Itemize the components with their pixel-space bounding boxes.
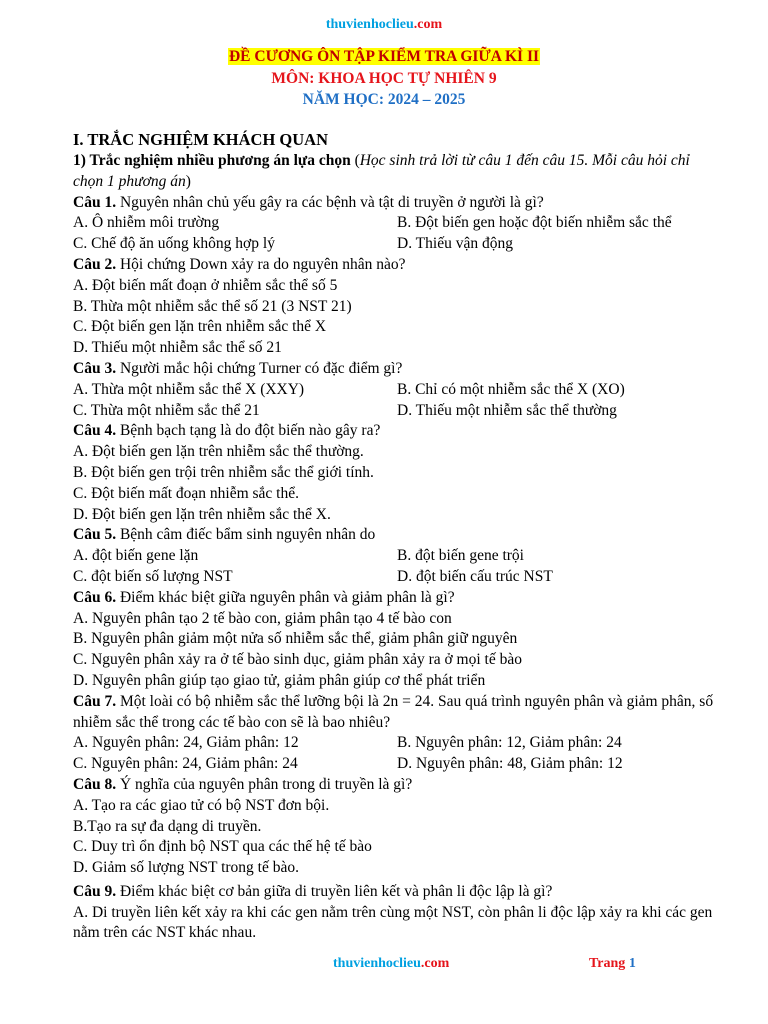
option-b: B.Tạo ra sự đa dạng di truyền. (73, 817, 262, 835)
option-c: C. Đột biến mất đoạn nhiễm sắc thể. (73, 484, 299, 502)
option-a: A. Nguyên phân tạo 2 tế bào con, giảm phân tạo 4 tế bào con (73, 609, 452, 627)
option-c: C. Nguyên phân xảy ra ở tế bào sinh dục, giảm phân xảy ra ở mọi tế bào (73, 651, 522, 669)
question-3: Câu 3. Người mắc hội chứng Turner có đặc điểm gì? (73, 359, 403, 377)
option-d: D. đột biến cấu trúc NST (397, 567, 553, 585)
option-d: D. Thiếu một nhiễm sắc thể thường (397, 401, 617, 419)
option-b: B. Nguyên phân: 12, Giảm phân: 24 (397, 734, 622, 752)
question-7-options-cd (73, 754, 723, 775)
option-c: C. Chế độ ăn uống không hợp lý (73, 235, 275, 253)
option-c: C. Đột biến gen lặn trên nhiễm sắc thể X (73, 318, 327, 336)
section-heading: I. TRẮC NGHIỆM KHÁCH QUAN (73, 130, 329, 149)
header-brand (0, 17, 768, 33)
option-c: C. Thừa một nhiễm sắc thể 21 (73, 401, 260, 419)
option-a: A. Thừa một nhiễm sắc thể X (XXY) (73, 380, 305, 398)
option-a: A. Tạo ra các giao tử có bộ NST đơn bội. (73, 796, 330, 814)
document-title (0, 46, 768, 111)
option-a: A. Ô nhiễm môi trường (73, 214, 220, 232)
option-b: B. Đột biến gen trội trên nhiễm sắc thể giới tính. (73, 463, 374, 481)
title-line-2: MÔN: KHOA HỌC TỰ NHIÊN 9 (271, 69, 497, 87)
option-d: D. Thiếu vận động (397, 235, 513, 253)
title-line-3: NĂM HỌC: 2024 – 2025 (302, 91, 466, 108)
question-9: Câu 9. Điểm khác biệt cơ bản giữa di truyền liên kết và phân li độc lập là gì? (73, 882, 553, 900)
brand-domain: .com (413, 17, 443, 32)
option-a: A. Di truyền liên kết xảy ra khi các gen nằm trên cùng một NST, còn phân li độc lập xảy ra khi các gen nằm trên các NST khác nhau. (73, 903, 713, 942)
question-7-options-ab (73, 733, 723, 754)
question-5: Câu 5. Bệnh câm điếc bẩm sinh nguyên nhân do (73, 526, 376, 544)
option-c: C. Duy trì ổn định bộ NST qua các thế hệ tế bào (73, 838, 372, 856)
question-6: Câu 6. Điểm khác biệt giữa nguyên phân và giảm phân là gì? (73, 588, 455, 606)
option-b: B. Thừa một nhiễm sắc thể số 21 (3 NST 21) (73, 297, 352, 315)
brand-name: thuvienhoclieu (325, 17, 414, 32)
option-b: B. đột biến gene trội (397, 547, 524, 565)
option-d: D. Thiếu một nhiễm sắc thể số 21 (73, 339, 282, 357)
question-2: Câu 2. Hội chứng Down xảy ra do nguyên nhân nào? (73, 255, 406, 273)
option-a: A. Nguyên phân: 24, Giảm phân: 12 (73, 734, 299, 752)
option-a: A. Đột biến gen lặn trên nhiễm sắc thể thường. (73, 443, 364, 461)
option-a: A. đột biến gene lặn (73, 547, 199, 565)
option-d: D. Nguyên phân: 48, Giảm phân: 12 (397, 755, 623, 773)
option-d: D. Nguyên phân giúp tạo giao tử, giảm phân giúp cơ thể phát triển (73, 671, 486, 689)
question-1-options-cd (73, 234, 723, 255)
option-b: B. Nguyên phân giảm một nửa số nhiễm sắc thể, giảm phân giữ nguyên (73, 630, 518, 648)
page-number: Trang 1 (589, 956, 636, 971)
question-3-options-cd (73, 401, 723, 422)
question-4: Câu 4. Bệnh bạch tạng là do đột biến nào gây ra? (73, 422, 381, 440)
question-5-options-ab (73, 546, 723, 567)
question-1: Câu 1. Nguyên nhân chủ yếu gây ra các bệnh và tật di truyền ở người là gì? (73, 193, 544, 211)
question-1-options-ab (73, 213, 723, 234)
option-b: B. Chỉ có một nhiễm sắc thể X (XO) (397, 380, 625, 398)
title-line-1: ĐỀ CƯƠNG ÔN TẬP KIỂM TRA GIỮA KÌ II (228, 48, 540, 65)
option-c: C. Nguyên phân: 24, Giảm phân: 24 (73, 755, 298, 773)
question-7: Câu 7. Một loài có bộ nhiễm sắc thể lưỡng bội là 2n = 24. Sau quá trình nguyên phân và giảm phân, số nhiễm sắc thể trong các tế bào con sẽ là bao nhiêu? (73, 692, 714, 731)
option-c: C. đột biến số lượng NST (73, 567, 233, 585)
question-5-options-cd (73, 567, 723, 588)
option-b: B. Đột biến gen hoặc đột biến nhiễm sắc thể (397, 214, 672, 232)
page-footer (0, 956, 768, 976)
option-d: D. Giảm số lượng NST trong tế bào. (73, 859, 299, 877)
subsection-heading: 1) Trắc nghiệm nhiều phương án lựa chọn (Học sinh trả lời từ câu 1 đến câu 15. Mỗi câu hỏi chỉ chọn 1 phương án) (73, 152, 690, 190)
footer-brand: thuvienhoclieu.com (333, 956, 450, 971)
document-body (73, 128, 723, 944)
question-3-options-ab (73, 380, 723, 401)
option-a: A. Đột biến mất đoạn ở nhiễm sắc thể số 5 (73, 276, 338, 294)
question-8: Câu 8. Ý nghĩa của nguyên phân trong di truyền là gì? (73, 775, 413, 793)
option-d: D. Đột biến gen lặn trên nhiễm sắc thể X. (73, 505, 331, 523)
